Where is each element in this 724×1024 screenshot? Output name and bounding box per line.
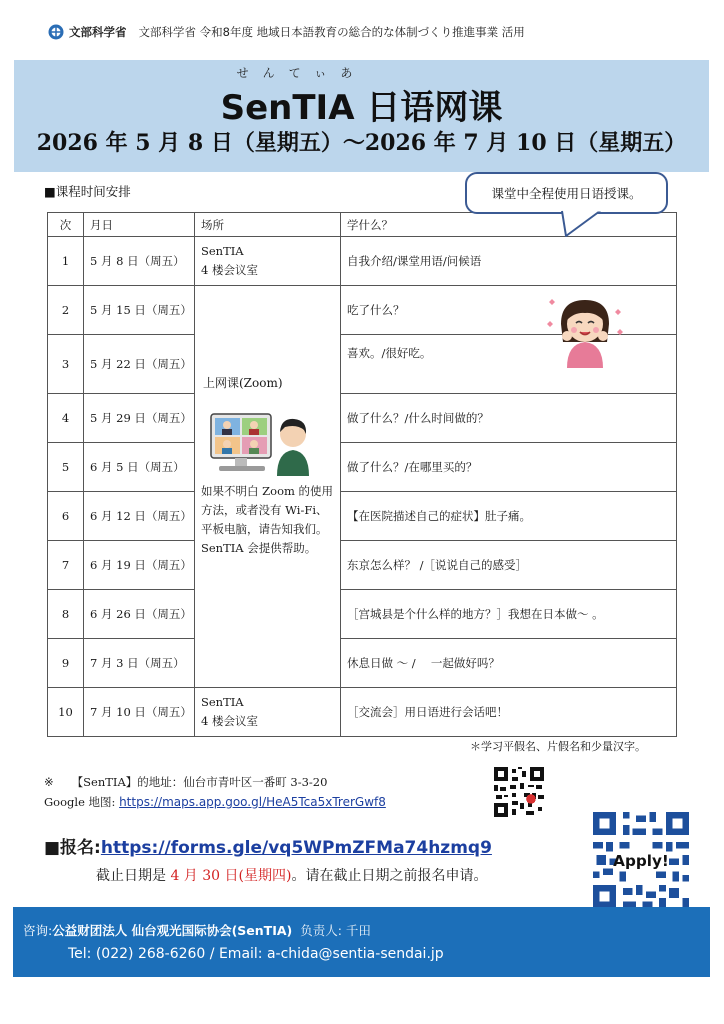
page-title [14,80,709,129]
lesson-number: 5 [48,443,84,492]
deadline-prefix: 截止日期是 [96,868,166,884]
registration-link[interactable]: https://forms.gle/vq5WPmZFMa74hzmq9 [100,838,492,858]
org-name: 公益财团法人 仙台观光国际协会(SenTIA) [52,923,293,938]
lesson-date: 5 月 22 日（周五） [84,335,195,394]
address-line [44,772,386,792]
ministry-name: 文部科学省 [69,25,127,39]
header-topic: 学什么？ [341,213,677,237]
lesson-number: 7 [48,541,84,590]
header-date: 月日 [84,213,195,237]
lesson-number: 6 [48,492,84,541]
apply-qr-badge: Apply! [613,851,669,870]
deadline-date: 4 月 30 日(星期四) [166,868,292,884]
lesson-number: 10 [48,688,84,737]
lesson-topic: ［交流会］用日语进行会话吧！ [341,688,677,737]
contact-footer [13,907,710,977]
contact-label: 咨询: [23,923,53,938]
table-row [48,492,677,541]
lesson-place: SenTIA 4 楼会议室 [195,237,341,286]
deadline-line [96,865,487,885]
lesson-date: 5 月 8 日（周五） [84,237,195,286]
registration-line [44,833,492,858]
lesson-number: 9 [48,639,84,688]
lesson-date: 6 月 12 日（周五） [84,492,195,541]
sponsor-line [48,22,525,42]
deadline-suffix: 。请在截止日期之前报名申请。 [291,868,488,884]
lesson-date: 7 月 10 日（周五） [84,688,195,737]
happy-girl-icon [545,290,625,370]
schedule-label: ■课程时间安排 [44,184,131,199]
table-row [48,237,677,286]
table-row [48,541,677,590]
registration-label: ■报名: [44,838,101,858]
table-row [48,590,677,639]
table-row [48,443,677,492]
header-place: 场所 [195,213,341,237]
course-dates: 2026 年 5 月 8 日（星期五）〜2026 年 7 月 10 日（星期五） [36,130,687,156]
address-text: 【SenTIA】的地址：仙台市青叶区一番町 3-3-20 [71,775,328,789]
maps-link[interactable]: https://maps.app.goo.gl/HeA5Tca5xTrerGwf8 [119,795,386,809]
bubble-tail-icon [560,210,610,238]
mext-logo-icon [48,24,64,40]
lesson-date: 6 月 26 日（周五） [84,590,195,639]
table-row [48,394,677,443]
lesson-topic: 吃了什么？ [341,286,677,335]
online-title: 上网课(Zoom) [203,376,283,390]
lesson-topic: 做了什么？/什么时间做的？ [341,394,677,443]
lesson-topic: ［宫城县是个什么样的地方？］我想在日本做〜 。 [341,590,677,639]
lesson-number: 1 [48,237,84,286]
maps-line [44,792,386,812]
table-row [48,639,677,688]
lesson-topic: 【在医院描述自己的症状】肚子痛。 [341,492,677,541]
address-block [44,772,386,812]
zoom-meeting-icon [209,410,313,476]
lesson-number: 4 [48,394,84,443]
lesson-topic: 喜欢。/很好吃。 [341,335,677,394]
footer-contact [23,921,371,939]
lesson-date: 5 月 29 日（周五） [84,394,195,443]
map-qr-code-icon[interactable] [494,767,544,817]
online-place-cell [195,286,341,688]
brand-name: SenTIA [220,88,355,128]
apply-qr-code-icon[interactable] [593,812,689,908]
ruby-text: せんてぃあ [236,66,367,80]
lesson-number: 3 [48,335,84,394]
footer-tel-email: Tel: (022) 268-6260 / Email: a-chida@sentia-sendai.jp [68,946,444,962]
sponsor-text: 文部科学省 令和8年度 地域日本語教育の総合的な体制づくり推進事業 活用 [138,25,525,39]
lesson-date: 6 月 5 日（周五） [84,443,195,492]
lesson-date: 6 月 19 日（周五） [84,541,195,590]
speech-bubble: 课堂中全程使用日语授课。 [465,172,668,214]
title-ruby [14,64,709,81]
header-no: 次 [48,213,84,237]
lesson-place: SenTIA 4 楼会议室 [195,688,341,737]
reference-mark: ※ [44,775,54,789]
contact-person: 负责人: 千田 [300,923,371,938]
lesson-topic: 休息日做 〜 / 一起做好吗？ [341,639,677,688]
maps-label: Google 地图: [44,795,116,809]
lesson-number: 2 [48,286,84,335]
title-banner [14,60,709,172]
table-row [48,688,677,737]
lesson-date: 7 月 3 日（周五） [84,639,195,688]
lesson-topic: 自我介绍/课堂用语/问候语 [341,237,677,286]
lesson-topic: 东京怎么样？ /［说说自己的感受］ [341,541,677,590]
lesson-date: 5 月 15 日（周五） [84,286,195,335]
online-help-note: 如果不明白 Zoom 的使用方法，或者没有 Wi-Fi、平板电脑，请告知我们。SenTIA 会提供帮助。 [201,484,334,555]
lesson-topic: 做了什么？/在哪里买的？ [341,443,677,492]
course-name: 日语网课 [366,88,503,128]
lesson-number: 8 [48,590,84,639]
table-footnote: ＊学习平假名、片假名和少量汉字。 [470,740,646,753]
